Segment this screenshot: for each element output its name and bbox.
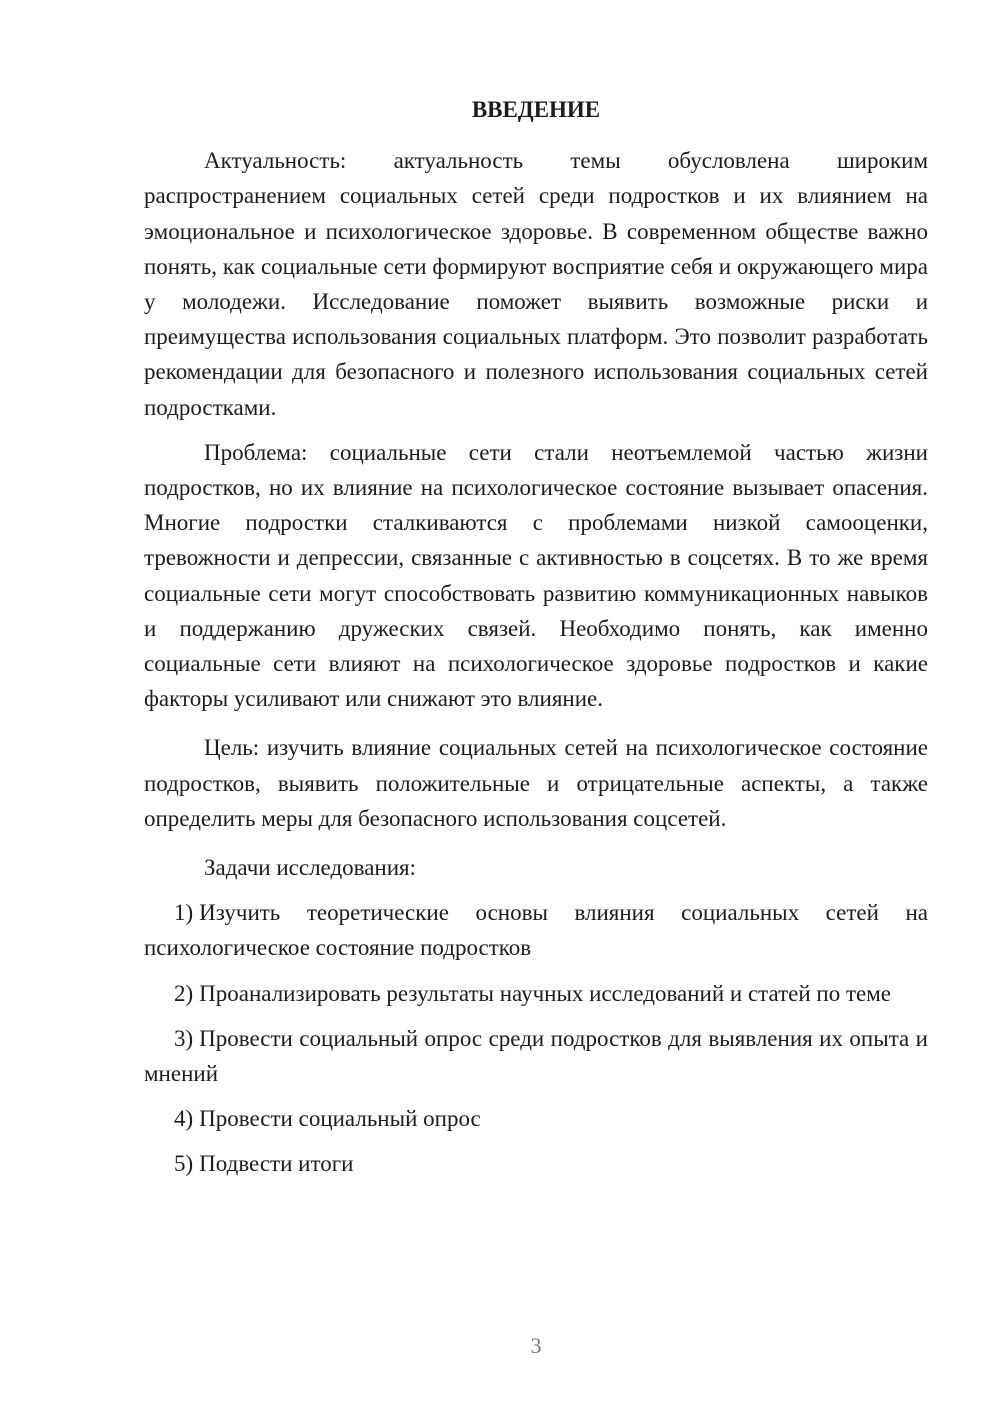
tasks-heading: Задачи исследования: xyxy=(204,855,417,881)
page-content xyxy=(144,92,928,1192)
task-text: Провести социальный опрос xyxy=(199,1106,481,1132)
section-heading: ВВЕДЕНИЕ xyxy=(471,97,601,122)
task-item xyxy=(144,895,928,965)
task-number: 1) xyxy=(174,900,194,926)
task-text: Провести социальный опрос среди подростков для выявления их опыта и мнений xyxy=(144,1025,928,1087)
paragraph-relevance: Актуальность: актуальность темы обусловлена широким распространением социальных сетей среди подростков и их влиянием на эмоциональное и психологическое здоровье. В современном обществе важно понять, как социальные сети формируют восприятие себя и окружающего мира у молодежи. Исследование поможет выявить возможные риски и преимущества использования социальных платформ. Это позволит разработать рекомендации для безопасного и полезного использования социальных сетей подростками. xyxy=(144,148,928,420)
task-text: Изучить теоретические основы влияния социальных сетей на психологическое состояние подростков xyxy=(144,900,928,961)
page-number: 3 xyxy=(530,1333,542,1358)
task-item xyxy=(144,976,928,1011)
task-item xyxy=(144,1101,928,1136)
task-number: 4) xyxy=(174,1106,194,1132)
task-number: 5) xyxy=(174,1151,194,1177)
paragraph-problem: Проблема: социальные сети стали неотъемлемой частью жизни подростков, но их влияние на психологическое состояние вызывает опасения. Многие подростки сталкиваются с проблемами низкой самооценки, тревожности и депрессии, связанные с активностью в соцсетях. В то же время социальные сети могут способствовать развитию коммуникационных навыков и поддержанию дружеских связей. Необходимо понять, как именно социальные сети влияют на психологическое здоровье подростков и какие факторы усиливают или снижают это влияние. xyxy=(144,439,928,712)
task-text: Проанализировать результаты научных исследований и статей по теме xyxy=(199,980,892,1006)
task-item xyxy=(144,1146,928,1181)
paragraph-goal: Цель: изучить влияние социальных сетей на психологическое состояние подростков, выявить положительные и отрицательные аспекты, а также определить меры для безопасного использования соцсетей. xyxy=(144,735,928,831)
task-number: 3) xyxy=(174,1025,194,1051)
task-text: Подвести итоги xyxy=(199,1151,354,1177)
task-number: 2) xyxy=(174,980,194,1006)
task-item xyxy=(144,1021,928,1091)
